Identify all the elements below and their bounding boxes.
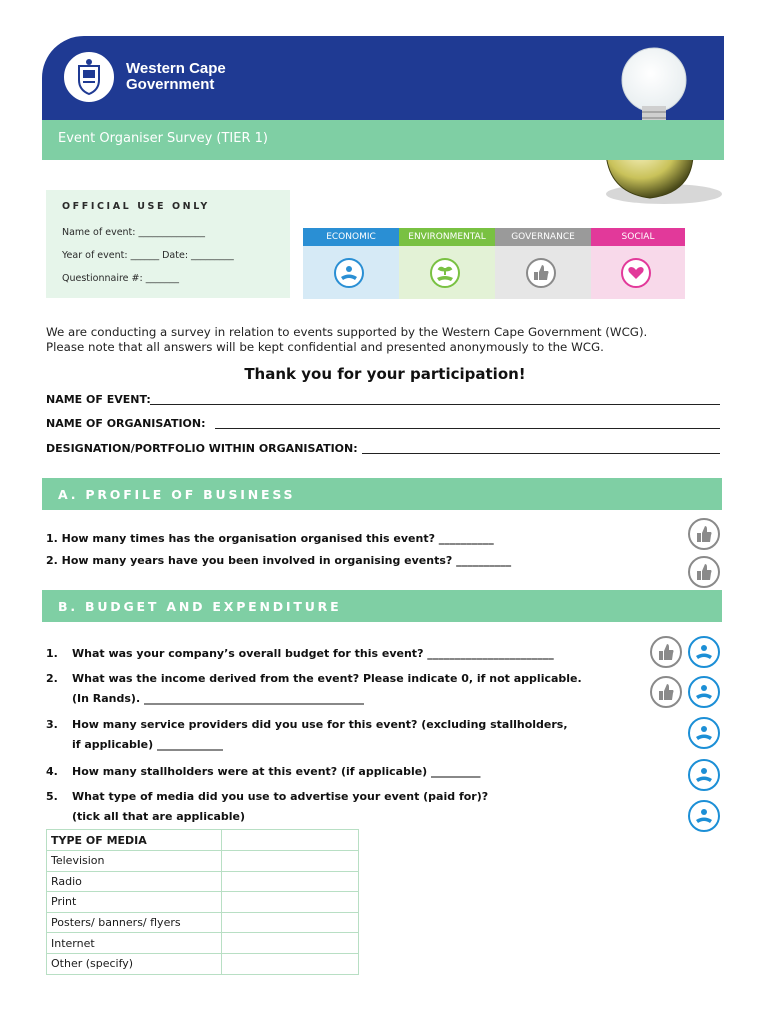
thumbs-up-icon [526, 258, 556, 288]
event-name-field[interactable] [150, 394, 720, 405]
table-header-row [47, 830, 359, 851]
budget-question-4-number: 4. [46, 765, 58, 778]
category-governance-label: GOVERNANCE [495, 228, 591, 246]
media-option-tick-cell[interactable] [222, 912, 359, 933]
intro-line-2: Please note that all answers will be kept confidential and presented anonymously to the WCG. [46, 339, 604, 354]
plant-in-hand-icon [430, 258, 460, 288]
budget-question-4[interactable]: How many stallholders were at this event? (if applicable) _________ [72, 765, 481, 778]
media-option-label: Television [47, 851, 222, 872]
thumbs-up-icon [688, 518, 720, 550]
intro-line-1: We are conducting a survey in relation to events supported by the Western Cape Government (WCG). [46, 325, 648, 339]
budget-question-3-number: 3. [46, 718, 58, 731]
budget-question-1[interactable]: What was your company’s overall budget for this event? _______________________ [72, 647, 554, 660]
budget-question-5: What type of media did you use to advertise your event (paid for)? [72, 790, 489, 803]
category-environmental-label: ENVIRONMENTAL [399, 228, 495, 246]
logo-line-2: Government [126, 76, 215, 93]
official-year-date[interactable]: Year of event: ______ Date: _________ [62, 250, 234, 261]
organisation-name-label: NAME OF ORGANISATION: [46, 417, 206, 430]
media-type-table [46, 829, 359, 975]
media-option-tick-cell[interactable] [222, 851, 359, 872]
budget-question-2-answer[interactable]: (In Rands). ________________________________________ [72, 692, 364, 705]
heart-hands-icon [621, 258, 651, 288]
section-a-title: A. PROFILE OF BUSINESS [58, 487, 296, 502]
thanks-heading: Thank you for your participation! [244, 365, 526, 383]
designation-label: DESIGNATION/PORTFOLIO WITHIN ORGANISATION: [46, 442, 358, 455]
organisation-name-field[interactable] [215, 418, 720, 429]
media-option-label: Print [47, 892, 222, 913]
official-questionnaire-number[interactable]: Questionnaire #: _______ [62, 273, 179, 284]
budget-question-5-note: (tick all that are applicable) [72, 810, 246, 823]
official-name-of-event[interactable]: Name of event: ______________ [62, 227, 206, 238]
budget-question-5-number: 5. [46, 790, 58, 803]
media-option-label: Radio [47, 871, 222, 892]
table-row [47, 912, 359, 933]
table-row [47, 953, 359, 974]
thumbs-up-icon [650, 636, 682, 668]
table-row [47, 892, 359, 913]
section-a-question-1[interactable]: 1. How many times has the organisation organised this event? __________ [46, 532, 494, 545]
media-table-header: TYPE OF MEDIA [47, 830, 222, 851]
budget-question-3: How many service providers did you use for this event? (excluding stallholders, [72, 718, 568, 731]
event-name-label: NAME OF EVENT: [46, 393, 151, 406]
table-row [47, 871, 359, 892]
budget-question-3-answer[interactable]: if applicable) ____________ [72, 738, 224, 751]
table-row [47, 851, 359, 872]
media-option-tick-cell[interactable] [222, 933, 359, 954]
coat-of-arms-icon [62, 50, 116, 104]
media-option-label: Internet [47, 933, 222, 954]
media-option-tick-cell[interactable] [222, 953, 359, 974]
logo-text [126, 61, 226, 93]
thumbs-up-icon [688, 556, 720, 588]
section-a-question-2[interactable]: 2. How many years have you been involved in organising events? __________ [46, 554, 512, 567]
helping-hand-icon [334, 258, 364, 288]
section-b-title: B. BUDGET AND EXPENDITURE [58, 599, 342, 614]
intro-text [46, 325, 726, 354]
category-social-label: SOCIAL [591, 228, 685, 246]
category-economic-label: ECONOMIC [303, 228, 399, 246]
media-table-header-blank [222, 830, 359, 851]
designation-field[interactable] [362, 443, 720, 454]
media-option-label: Posters/ banners/ flyers [47, 912, 222, 933]
logo-line-1: Western Cape [126, 60, 226, 77]
helping-hand-icon [688, 800, 720, 832]
helping-hand-icon [688, 676, 720, 708]
helping-hand-icon [688, 636, 720, 668]
media-option-label: Other (specify) [47, 953, 222, 974]
table-row [47, 933, 359, 954]
survey-title: Event Organiser Survey (TIER 1) [58, 131, 268, 146]
thumbs-up-icon [650, 676, 682, 708]
helping-hand-icon [688, 759, 720, 791]
media-option-tick-cell[interactable] [222, 892, 359, 913]
helping-hand-icon [688, 717, 720, 749]
budget-question-1-number: 1. [46, 647, 58, 660]
budget-question-2: What was the income derived from the event? Please indicate 0, if not applicable. [72, 672, 582, 685]
media-option-tick-cell[interactable] [222, 871, 359, 892]
budget-question-2-number: 2. [46, 672, 58, 685]
official-use-heading: OFFICIAL USE ONLY [62, 201, 210, 212]
